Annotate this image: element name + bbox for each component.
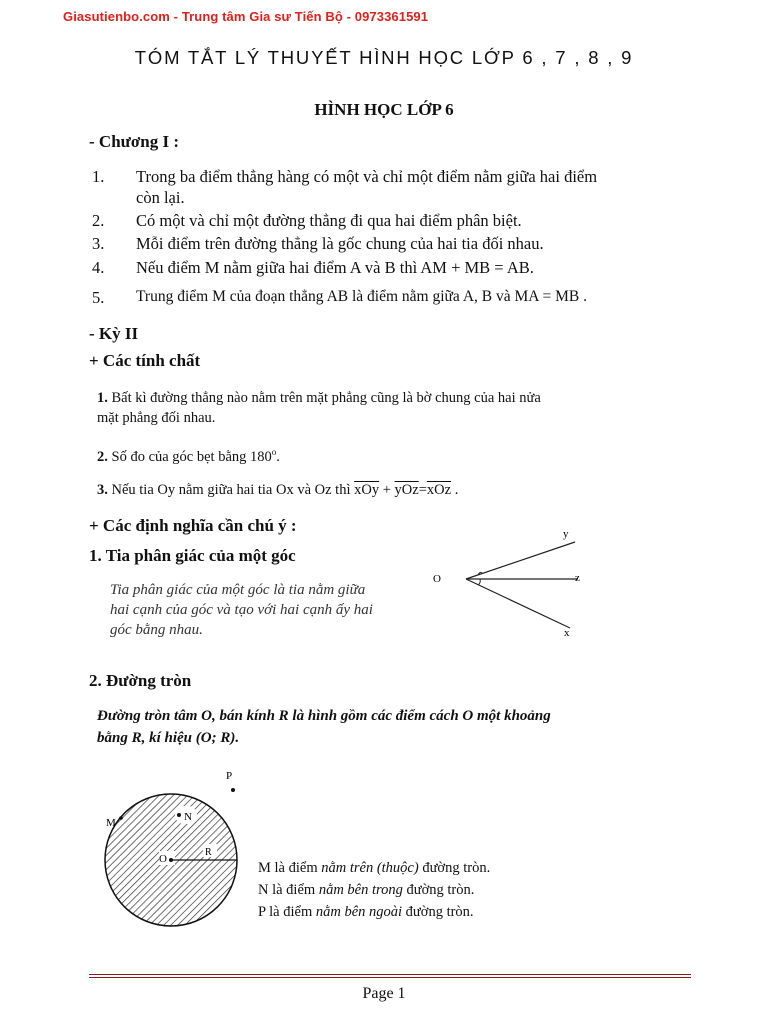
legend-emphasis: nằm trên (thuộc): [321, 860, 419, 876]
footer-rule-thin: [89, 977, 691, 978]
circle-diagram: [95, 760, 255, 945]
label-p: P: [226, 770, 233, 782]
circle-legend: [258, 857, 658, 923]
item-number: 3.: [92, 234, 105, 253]
prop-text: Nếu tia Oy nằm giữa hai tia Ox và Oz thì: [111, 482, 351, 498]
circle-definition: [97, 705, 697, 749]
prop-text-cont: mặt phẳng đối nhau.: [97, 410, 216, 426]
angle-arc-lower: [478, 579, 480, 585]
def-line: bằng R, kí hiệu (O; R).: [97, 730, 240, 746]
equals-sign: =: [418, 482, 427, 498]
def-line: hai cạnh của góc và tạo với hai cạnh ấy hai: [110, 602, 373, 618]
item-number: 1.: [92, 167, 105, 186]
legend-emphasis: nằm bên trong: [318, 882, 403, 898]
ray-oy: [466, 542, 575, 579]
page-title: TÓM TẮT LÝ THUYẾT HÌNH HỌC LỚP 6 , 7 , 8 , 9: [134, 47, 634, 68]
chapter1-heading: - Chương I :: [89, 132, 179, 151]
circle-heading: 2. Đường tròn: [89, 671, 192, 690]
label-y: y: [563, 528, 569, 540]
point-m: [119, 816, 123, 820]
bisector-diagram: [420, 520, 600, 650]
plus-sign: +: [382, 482, 391, 498]
def-line: Tia phân giác của một góc là tia nằm giữa: [110, 582, 366, 598]
legend-line: P là điểm nằm bên ngoài đường tròn.: [258, 904, 474, 920]
item-text: Trung điểm M của đoạn thẳng AB là điểm nằm giữa A, B và MA = MB .: [136, 288, 587, 305]
header-site-link[interactable]: Giasutienbo.com - Trung tâm Gia sư Tiến Bộ - 0973361591: [63, 9, 429, 24]
label-o: O: [433, 573, 441, 585]
ray-ox: [466, 579, 570, 628]
page-number: Page 1: [362, 985, 406, 1002]
item-text: Nếu điểm M nằm giữa hai điểm A và B thì AM + MB = AB.: [136, 258, 534, 277]
label-x: x: [564, 627, 570, 639]
legend-line: N là điểm nằm bên trong đường tròn.: [258, 882, 475, 898]
label-n: N: [184, 811, 192, 823]
label-r: R: [205, 847, 212, 858]
list-item: [92, 288, 692, 310]
chapter2-heading: - Kỳ II: [89, 324, 139, 343]
prop-end: .: [454, 482, 459, 498]
legend-emphasis: nằm bên ngoài: [315, 904, 403, 920]
prop-number: 1.: [97, 390, 108, 406]
label-o: O: [159, 853, 167, 865]
legend-line: M là điểm nằm trên (thuộc) đường tròn.: [258, 860, 491, 876]
property-3: [97, 482, 458, 499]
list-item: [92, 211, 692, 233]
item-text: Mỗi điểm trên đường thẳng là gốc chung của hai tia đối nhau.: [136, 234, 544, 253]
prop-text: Số đo của góc bẹt bằng 180: [111, 448, 272, 465]
item-text: Có một và chỉ một đường thẳng đi qua hai điểm phân biệt.: [136, 211, 522, 230]
list-item: [92, 258, 692, 280]
bisector-heading: 1. Tia phân giác của một góc: [89, 546, 296, 565]
point-p: [231, 788, 235, 792]
label-m: M: [106, 817, 116, 829]
section-title: HÌNH HỌC LỚP 6: [314, 100, 454, 119]
properties-heading: + Các tính chất: [89, 351, 201, 370]
property-1: [97, 390, 697, 427]
point-o: [169, 858, 173, 862]
bisector-definition: [110, 580, 430, 640]
list-item: [92, 234, 692, 256]
prop-text: Bất kì đường thẳng nào nằm trên mặt phẳng cũng là bờ chung của hai nửa: [111, 390, 541, 406]
def-line: góc bằng nhau.: [110, 622, 203, 638]
property-2: [97, 447, 280, 466]
definitions-heading: + Các định nghĩa cần chú ý :: [89, 516, 297, 535]
prop-number: 2.: [97, 448, 108, 465]
angle-xOz: $\overline{xOz}$: [426, 482, 452, 498]
prop-number: 3.: [97, 482, 108, 498]
footer-rule: [89, 974, 691, 975]
item-number: 4.: [92, 258, 105, 277]
prop-end: .: [276, 448, 280, 465]
angle-xOy: $\overline{xOy}$: [354, 482, 380, 498]
def-line: Đường tròn tâm O, bán kính R là hình gồm các điểm cách O một khoảng: [97, 708, 551, 724]
point-n: [177, 813, 181, 817]
item-number: 2.: [92, 211, 105, 230]
item-text: Trong ba điểm thẳng hàng có một và chỉ một điểm nằm giữa hai điểm: [136, 167, 598, 186]
angle-yOz: $\overline{yOz}$: [394, 482, 419, 498]
degree-mark: o: [271, 447, 277, 457]
item-text-cont: còn lại.: [136, 188, 185, 207]
item-number: 5.: [92, 288, 105, 307]
list-item: [92, 167, 692, 211]
label-z: z: [575, 572, 580, 584]
